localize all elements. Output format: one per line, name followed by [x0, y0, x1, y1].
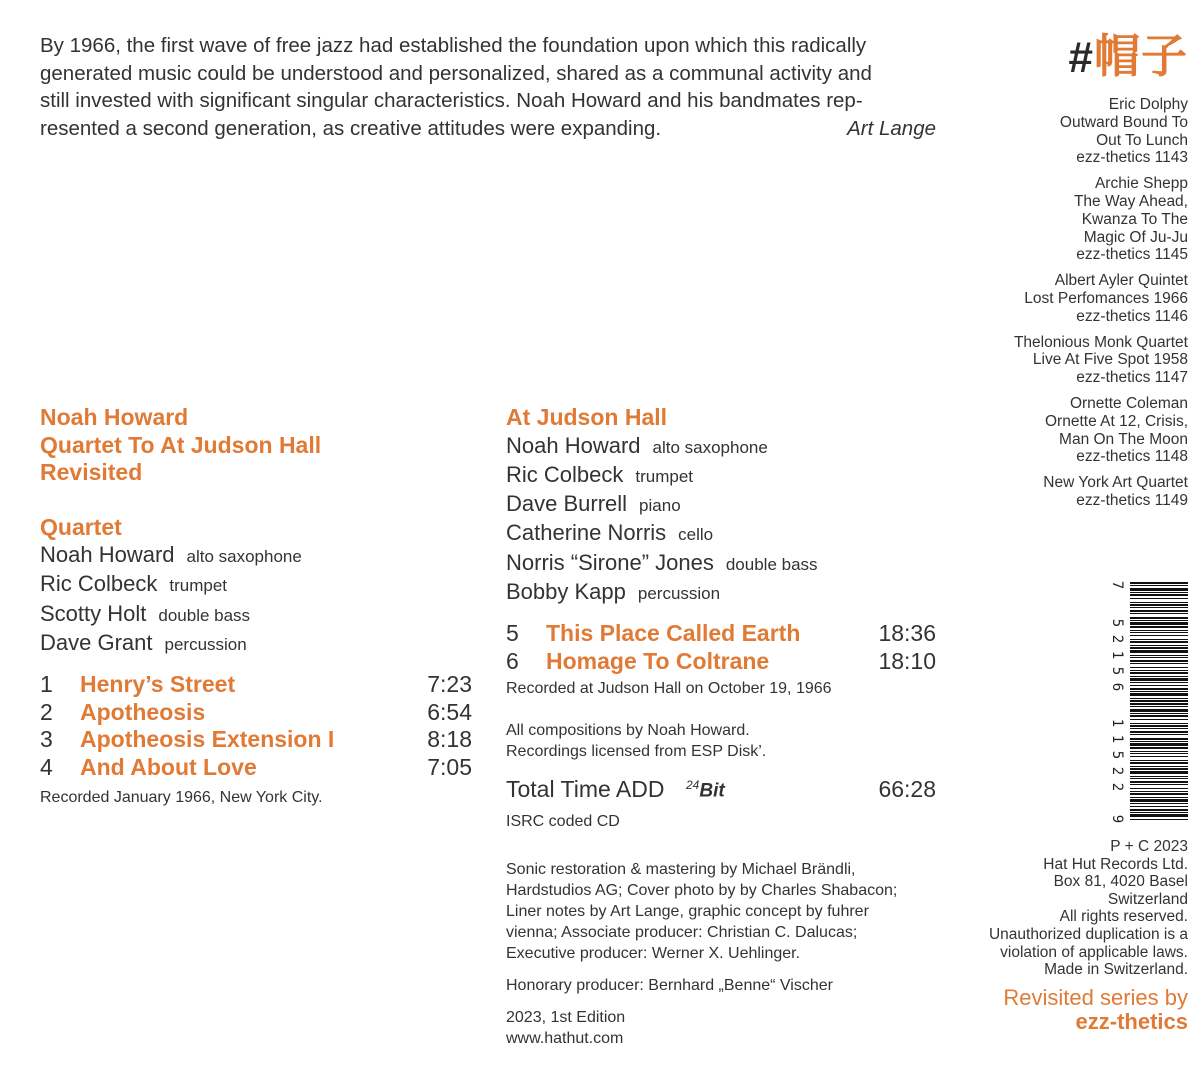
album-title-line: Noah Howard — [40, 404, 189, 430]
barcode-bar — [1130, 788, 1188, 789]
intro-line: By 1966, the first wave of free jazz had established the foundation upon which this radically — [40, 34, 867, 57]
member-instrument: alto saxophone — [186, 547, 302, 566]
barcode-bar — [1130, 706, 1188, 707]
barcode-digit: 5 — [1109, 666, 1125, 676]
barcode-bar — [1130, 632, 1188, 633]
track-duration: 18:36 — [878, 620, 936, 647]
track-title: This Place Called Earth — [546, 620, 801, 647]
member-name: Catherine Norris — [506, 520, 667, 546]
track-duration: 8:18 — [427, 726, 472, 753]
judson-heading: At Judson Hall — [506, 404, 668, 430]
production-line: vienna; Associate producer: Christian C. Dalucas; — [506, 923, 858, 941]
barcode-digit: 5 — [1109, 750, 1125, 760]
barcode-bar — [1130, 771, 1188, 774]
intro-line: still invested with significant singular characteristics. Noah Howard and his bandmates rep- — [40, 89, 863, 112]
production-line: Sonic restoration & mastering by Michael Brändli, — [506, 860, 856, 878]
barcode-bar — [1130, 607, 1188, 608]
member — [40, 600, 472, 629]
track-row — [40, 699, 472, 727]
barcode-bar — [1130, 622, 1188, 625]
barcode-bar — [1130, 592, 1188, 593]
quartet-tracklist — [40, 671, 472, 781]
catalog-item — [958, 272, 1188, 325]
barcode-bar — [1130, 753, 1188, 754]
track-number: 4 — [40, 753, 53, 780]
barcode-bar — [1130, 585, 1188, 586]
member-instrument: alto saxophone — [652, 437, 768, 457]
barcode-bar — [1130, 667, 1188, 668]
judson-tracklist — [506, 620, 936, 675]
barcode-bar — [1130, 645, 1188, 646]
barcode-bar — [1130, 660, 1188, 662]
barcode-bar — [1130, 613, 1188, 614]
catalog-line: Out To Lunch — [1096, 131, 1188, 149]
production-line: Liner notes by Art Lange, graphic concept by fuhrer — [506, 902, 869, 920]
production-line: Executive producer: Werner X. Uehlinger. — [506, 944, 801, 962]
barcode-bar — [1130, 814, 1188, 817]
barcode-digit: 9 — [1109, 814, 1125, 824]
bit-number: 24 — [686, 778, 700, 793]
barcode-bar — [1130, 766, 1188, 767]
barcode-bar — [1130, 639, 1188, 640]
barcode-digit: 6 — [1109, 682, 1125, 692]
barcode-bar — [1130, 604, 1188, 606]
barcode-bar — [1130, 781, 1188, 783]
series-credit — [1003, 986, 1188, 1034]
member-instrument: percussion — [164, 634, 247, 654]
intro-paragraph — [40, 32, 936, 142]
honorary-producer: Honorary producer: Bernhard „Benne“ Vischer — [506, 976, 833, 994]
isrc-note: ISRC coded CD — [506, 812, 620, 830]
barcode-bar — [1130, 741, 1188, 742]
edition-note: 2023, 1st Edition — [506, 1008, 626, 1026]
track-row — [506, 620, 936, 648]
barcode-bar — [1130, 670, 1188, 671]
website-link[interactable]: www.hathut.com — [506, 1029, 624, 1047]
barcode-bar — [1130, 688, 1188, 690]
barcode-bar — [1130, 793, 1188, 795]
series-line: Revisited series by — [1003, 985, 1188, 1010]
barcode-bar — [1130, 588, 1188, 591]
production-credits — [506, 859, 936, 964]
catalog-item — [958, 334, 1188, 387]
member — [40, 541, 472, 570]
catalog-line: Ornette Coleman — [1069, 394, 1188, 412]
album-title-line: Revisited — [40, 459, 143, 485]
barcode-bar — [1130, 678, 1188, 681]
barcode-bar — [1130, 797, 1188, 798]
barcode-bar — [1130, 762, 1188, 764]
track-title: Apotheosis — [80, 698, 206, 725]
barcode-bar — [1130, 731, 1188, 733]
barcode-digit: 2 — [1109, 766, 1125, 776]
legal-line: P + C 2023 — [1110, 838, 1188, 855]
barcode-bar — [1130, 715, 1188, 717]
barcode-digit: 5 — [1109, 618, 1125, 628]
barcode-bar — [1130, 709, 1188, 712]
catalog-line: ezz-thetics 1148 — [1076, 448, 1188, 466]
member-instrument: percussion — [637, 583, 721, 603]
barcode-bar — [1130, 693, 1188, 696]
member — [506, 519, 936, 548]
barcode-bar — [1130, 655, 1188, 656]
track-duration: 6:54 — [427, 698, 472, 725]
legal-line: Box 81, 4020 Basel — [1053, 873, 1188, 891]
catalog-item — [958, 395, 1188, 466]
barcode-bar — [1130, 617, 1188, 619]
catalog-line: Albert Ayler Quintet — [1054, 272, 1188, 290]
legal-notice — [948, 838, 1188, 979]
catalog-item — [958, 474, 1188, 510]
member-instrument: double bass — [725, 554, 818, 574]
barcode-bar — [1130, 760, 1188, 761]
member — [40, 570, 472, 599]
legal-line: Hat Hut Records Ltd. — [1043, 855, 1188, 873]
catalog-item — [958, 96, 1188, 167]
barcode-digit: 1 — [1109, 718, 1125, 728]
total-time-label: Total Time ADD — [506, 775, 665, 802]
intro-last-line — [40, 115, 936, 143]
license-credit: Recordings licensed from ESP Disk’. — [506, 743, 767, 761]
barcode-bar — [1130, 751, 1188, 752]
barcode-bar — [1130, 784, 1188, 785]
barcode-bar — [1130, 738, 1188, 740]
member-name: Noah Howard — [506, 432, 641, 458]
track-number: 1 — [40, 671, 53, 698]
barcode-bar — [1130, 725, 1188, 727]
catalog-line: Lost Perfomances 1966 — [1024, 289, 1188, 307]
barcode-bar — [1130, 799, 1188, 802]
catalog-line: New York Art Quartet — [1043, 474, 1188, 492]
barcode-bar — [1130, 698, 1188, 699]
intro-author: Art Lange — [847, 116, 936, 140]
catalog-line: ezz-thetics 1143 — [1076, 149, 1188, 167]
catalog-line: Outward Bound To — [1059, 113, 1188, 131]
judson-recorded-note: Recorded at Judson Hall on October 19, 1966 — [506, 680, 832, 698]
member — [506, 578, 936, 607]
legal-line: Made in Switzerland. — [1044, 961, 1188, 979]
album-title-line: Quartet To At Judson Hall — [40, 431, 322, 458]
intro-line: generated music could be understood and personalized, shared as a communal activity and — [40, 61, 872, 85]
barcode — [1108, 578, 1190, 828]
legal-line: Unauthorized duplication is a — [988, 925, 1188, 943]
quartet-recorded-note: Recorded January 1966, New York City. — [40, 789, 323, 807]
catalog-line: Kwanza To The — [1081, 210, 1188, 228]
track-number: 6 — [506, 647, 519, 674]
barcode-bar — [1130, 663, 1188, 664]
barcode-bar — [1130, 743, 1188, 746]
logo-text: 帽子 — [1094, 30, 1188, 82]
barcode-bar — [1130, 676, 1188, 677]
track-row — [40, 726, 472, 754]
catalog-line: The Way Ahead, — [1073, 192, 1188, 210]
middle-column — [506, 404, 936, 1049]
member-name: Ric Colbeck — [506, 461, 624, 487]
barcode-bar — [1130, 713, 1188, 714]
legal-line: violation of applicable laws. — [1000, 943, 1188, 961]
track-row — [506, 648, 936, 676]
logo-hash: # — [1068, 33, 1094, 82]
barcode-bar — [1130, 685, 1188, 686]
barcode-bar — [1130, 703, 1188, 705]
barcode-digits — [1108, 578, 1126, 828]
barcode-bar — [1130, 723, 1188, 724]
catalog-line: Eric Dolphy — [1108, 96, 1188, 113]
bit-text: Bit — [699, 780, 725, 802]
catalog-list — [958, 96, 1188, 518]
track-title: Apotheosis Extension I — [80, 726, 335, 753]
barcode-bar — [1130, 756, 1188, 757]
track-row — [40, 671, 472, 699]
member — [506, 549, 936, 578]
member-instrument: double bass — [158, 605, 251, 625]
legal-line: Switzerland — [1107, 890, 1188, 908]
barcode-digit: 2 — [1109, 634, 1125, 644]
barcode-bar — [1130, 719, 1188, 720]
track-duration: 7:23 — [427, 671, 472, 698]
catalog-line: Magic Of Ju-Ju — [1083, 228, 1188, 246]
track-number: 5 — [506, 620, 519, 647]
barcode-bar — [1130, 819, 1188, 820]
track-title: Homage To Coltrane — [546, 647, 770, 674]
barcode-bar — [1130, 598, 1188, 599]
barcode-bars — [1130, 578, 1190, 828]
barcode-bar — [1130, 691, 1188, 692]
left-column — [40, 404, 472, 808]
intro-line: resented a second generation, as creative attitudes were expanding. — [40, 116, 662, 140]
catalog-line: Ornette At 12, Crisis, — [1045, 412, 1188, 430]
catalog-line: Archie Shepp — [1094, 175, 1188, 193]
barcode-bar — [1130, 747, 1188, 749]
barcode-digit: 7 — [1109, 580, 1125, 590]
member-instrument: cello — [678, 525, 714, 545]
barcode-bar — [1130, 657, 1188, 658]
barcode-digit: 2 — [1109, 782, 1125, 792]
member-instrument: piano — [639, 496, 681, 516]
barcode-bar — [1130, 728, 1188, 729]
member — [506, 490, 936, 519]
barcode-digit: 1 — [1109, 734, 1125, 744]
member-name: Bobby Kapp — [506, 578, 626, 604]
catalog-line: ezz-thetics 1149 — [1076, 491, 1188, 509]
catalog-line: Live At Five Spot 1958 — [1032, 351, 1188, 369]
barcode-bar — [1130, 778, 1188, 779]
barcode-bar — [1130, 582, 1188, 584]
track-number: 3 — [40, 726, 53, 753]
series-label: ezz-thetics — [1075, 1009, 1188, 1034]
member-instrument: trumpet — [635, 466, 694, 486]
track-title: And About Love — [80, 753, 257, 780]
member-name: Norris “Sirone” Jones — [506, 549, 714, 575]
compositions-credit: All compositions by Noah Howard. — [506, 722, 750, 740]
production-line: Hardstudios AG; Cover photo by by Charles Shabacon; — [506, 881, 898, 899]
barcode-bar — [1130, 768, 1188, 770]
catalog-line: ezz-thetics 1147 — [1076, 369, 1188, 387]
track-duration: 7:05 — [427, 753, 472, 780]
catalog-item — [958, 175, 1188, 264]
total-time-value: 66:28 — [878, 775, 936, 802]
member-name: Dave Burrell — [506, 491, 628, 517]
catalog-line: ezz-thetics 1146 — [1076, 307, 1188, 325]
barcode-bar — [1130, 700, 1188, 702]
catalog-line: ezz-thetics 1145 — [1076, 246, 1188, 264]
barcode-bar — [1130, 672, 1188, 674]
member — [506, 461, 936, 490]
barcode-bar — [1130, 734, 1188, 735]
track-title: Henry’s Street — [80, 671, 236, 698]
barcode-bar — [1130, 809, 1188, 811]
barcode-bar — [1130, 594, 1188, 596]
barcode-bar — [1130, 620, 1188, 621]
member — [506, 432, 936, 461]
member-name: Noah Howard — [40, 542, 175, 567]
catalog-line: Thelonious Monk Quartet — [1013, 333, 1188, 351]
member-instrument: trumpet — [169, 576, 228, 596]
barcode-bar — [1130, 682, 1188, 683]
total-time-row — [506, 770, 936, 806]
barcode-bar — [1130, 610, 1188, 612]
quartet-heading: Quartet — [40, 513, 122, 540]
catalog-line: Man On The Moon — [1059, 430, 1188, 448]
barcode-bar — [1130, 647, 1188, 649]
barcode-bar — [1130, 806, 1188, 807]
barcode-digit: 1 — [1109, 650, 1125, 660]
barcode-bar — [1130, 602, 1188, 603]
barcode-bar — [1130, 641, 1188, 643]
track-number: 2 — [40, 698, 53, 725]
member-name: Dave Grant — [40, 629, 153, 655]
24bit-badge — [686, 770, 878, 806]
legal-line: All rights reserved. — [1059, 908, 1188, 926]
track-duration: 18:10 — [878, 647, 936, 674]
barcode-bar — [1130, 626, 1188, 628]
barcode-bar — [1130, 630, 1188, 631]
track-row — [40, 754, 472, 782]
barcode-bar — [1130, 791, 1188, 792]
member-name: Scotty Holt — [40, 600, 147, 626]
label-logo — [1069, 28, 1188, 86]
member-name: Ric Colbeck — [40, 571, 158, 597]
member — [40, 629, 472, 658]
barcode-bar — [1130, 776, 1188, 777]
barcode-bar — [1130, 635, 1188, 636]
barcode-bar — [1130, 803, 1188, 804]
barcode-bar — [1130, 812, 1188, 813]
barcode-bar — [1130, 650, 1188, 653]
